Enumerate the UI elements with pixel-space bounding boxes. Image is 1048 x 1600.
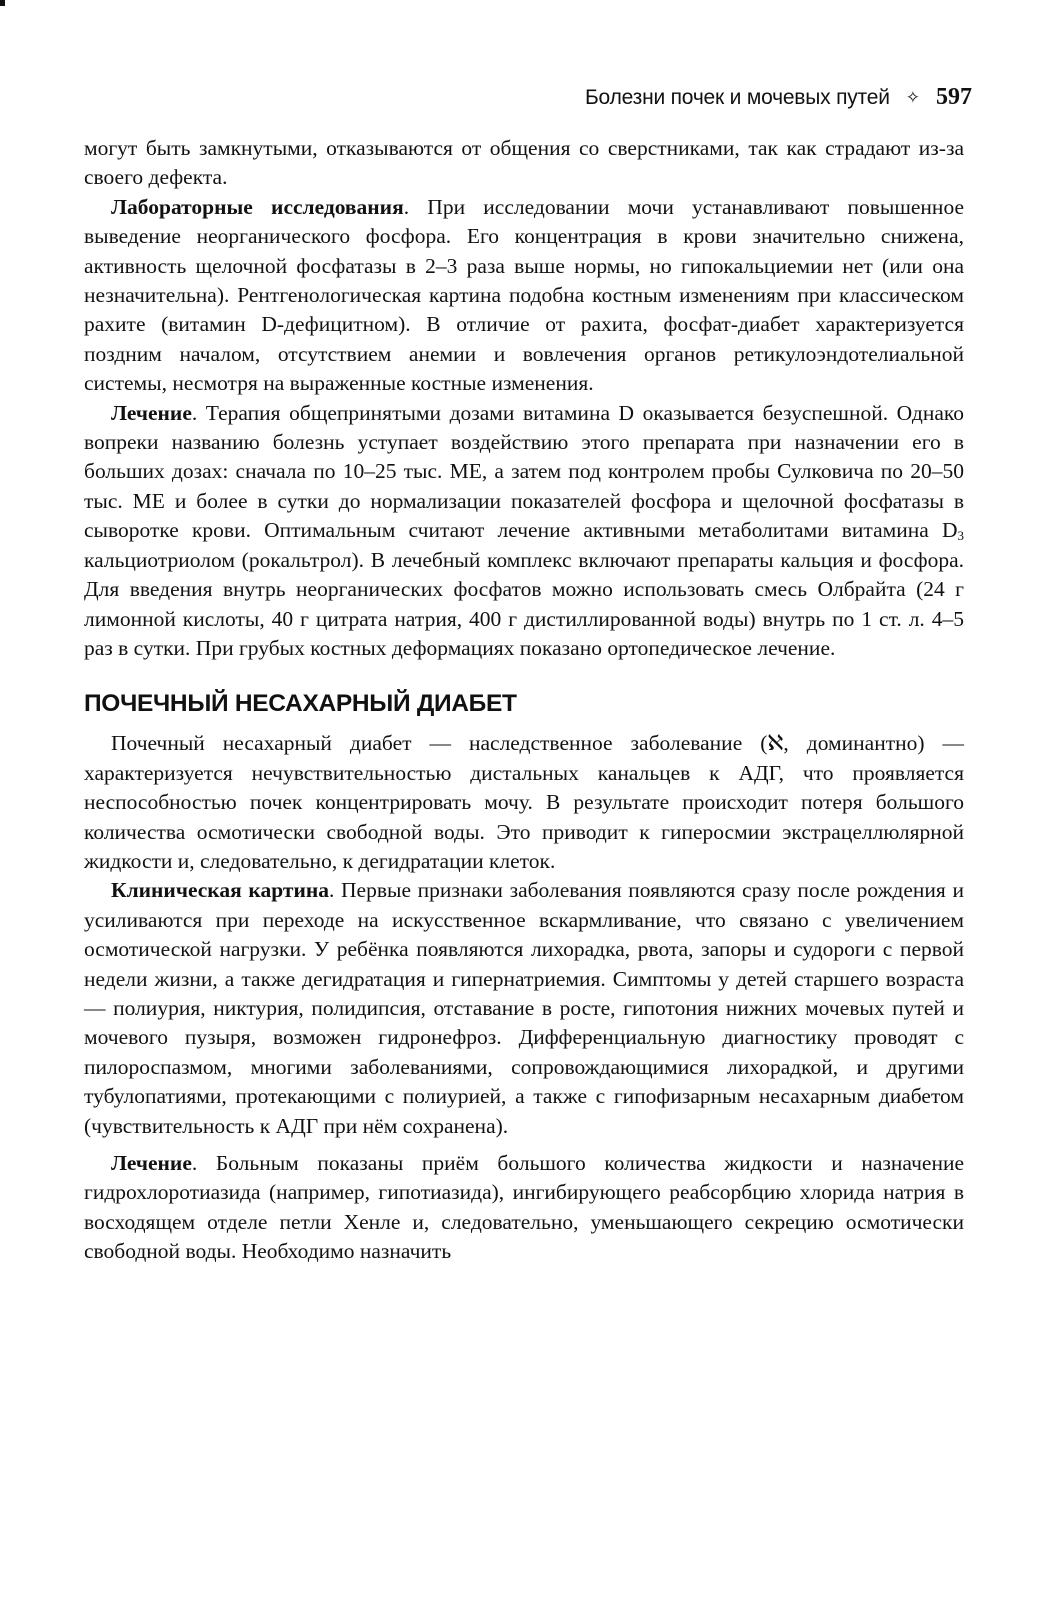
running-head-title: Болезни почек и мочевых путей xyxy=(584,86,890,109)
paragraph-text: Почечный несахарный диабет — наследственное заболевание (ℵ, доминантно) — характеризуется нечувствительностью дистальных канальцев к АДГ, что проявляется неспособностью почек концентрировать мочу. В результате происходит потеря большого количества осмотически свободной воды. Это приводит к гиперосмии экстрацеллюлярной жидкости и, следовательно, к дегидратации клеток. xyxy=(84,731,964,873)
scan-corner-mark xyxy=(0,0,5,6)
runin-heading-lab-studies: Лабораторные исследования xyxy=(111,194,404,219)
section-heading: ПОЧЕЧНЫЙ НЕСАХАРНЫЙ ДИАБЕТ xyxy=(84,690,517,718)
page-number: 597 xyxy=(936,84,972,110)
paragraph-treatment-nephrogenic-diabetes xyxy=(84,1149,964,1267)
running-head xyxy=(585,84,972,111)
paragraph-treatment-phosphate-diabetes xyxy=(84,399,964,664)
paragraph-text: . При исследовании мочи устанавливают повышенное выведение неорганического фосфора. Его концентрация в крови значительно снижена, активность щелочной фосфатазы в 2–3 раза выше нормы, но гипокальциемии нет (или она незначительна). Рентгенологическая картина подобна костным изменениям при классическом рахите (витамин D-дефицитном). В отличие от рахита, фосфат-диабет характеризуется поздним началом, отсутствием анемии и вовлечения органов ретикулоэндотелиальной системы, несмотря на выраженные костные изменения. xyxy=(84,194,964,396)
page-body xyxy=(84,134,964,1267)
paragraph-text: . Первые признаки заболевания появляются сразу после рождения и усиливаются при переходе на искусственное вскармливание, что связано с увеличением осмотической нагрузки. У ребёнка появляются лихорадка, рвота, запоры и судороги с первой недели жизни, а также дегидратация и гипернатриемия. Симптомы у детей старшего возраста — полиурия, никтурия, полидипсия, отставание в росте, гипотония нижних мочевых путей и мочевого пузыря, возможен гидронефроз. Дифференциальную диагностику проводят с пилороспазмом, многими заболеваниями, сопровождающимися лихорадкой, и другими тубулопатиями, протекающими с полиурией, а также с гипофизарным несахарным диабетом (чувствительность к АДГ при нём сохранена). xyxy=(84,878,964,1138)
paragraph-lab-studies xyxy=(84,193,964,399)
runin-heading-clinical-picture: Клиническая картина xyxy=(111,878,329,903)
diamond-separator-icon: ✧ xyxy=(905,88,920,108)
paragraph-text: . Терапия общепринятыми дозами витамина D оказывается безуспешной. Однако вопреки названию болезнь уступает воздействию этого препарата при назначении его в больших дозах: сначала по 10–25 тыс. МЕ, а затем под контролем пробы Сулковича по 20–50 тыс. МЕ и более в сутки до нормализации показателей фосфора и щелочной фосфатазы в сыворотке крови. Оптимальным считают лечение активными метаболитами витамина D xyxy=(84,400,964,543)
runin-heading-treatment: Лечение xyxy=(111,400,192,425)
subscript-3: 3 xyxy=(957,528,964,544)
runin-heading-treatment: Лечение xyxy=(111,1151,192,1175)
paragraph-text: кальциотриолом (рокальтрол). В лечебный комплекс включают препараты кальция и фосфора. Для введения внутрь неорганических фосфатов можно использовать смесь Олбрайта (24 г лимонной кислоты, 40 г цитрата натрия, 400 г дистиллированной воды) внутрь по 1 ст. л. 4–5 раз в сутки. При грубых костных деформациях показано ортопедическое лечение. xyxy=(84,547,964,660)
paragraph-intro-nephrogenic-diabetes xyxy=(84,729,964,876)
paragraph-continuation xyxy=(84,134,964,193)
paragraph-text: . Больным показаны приём большого количества жидкости и назначение гидрохлоротиазида (например, гипотиазида), ингибирующего реабсорбцию хлорида натрия в восходящем отделе петли Хенле и, следовательно, уменьшающего секрецию осмотически свободной воды. Необходимо назначить xyxy=(84,1151,964,1264)
paragraph-text: могут быть замкнутыми, отказываются от общения со сверстниками, так как страдают из-за своего дефекта. xyxy=(84,136,964,190)
paragraph-clinical-picture xyxy=(84,876,964,1141)
